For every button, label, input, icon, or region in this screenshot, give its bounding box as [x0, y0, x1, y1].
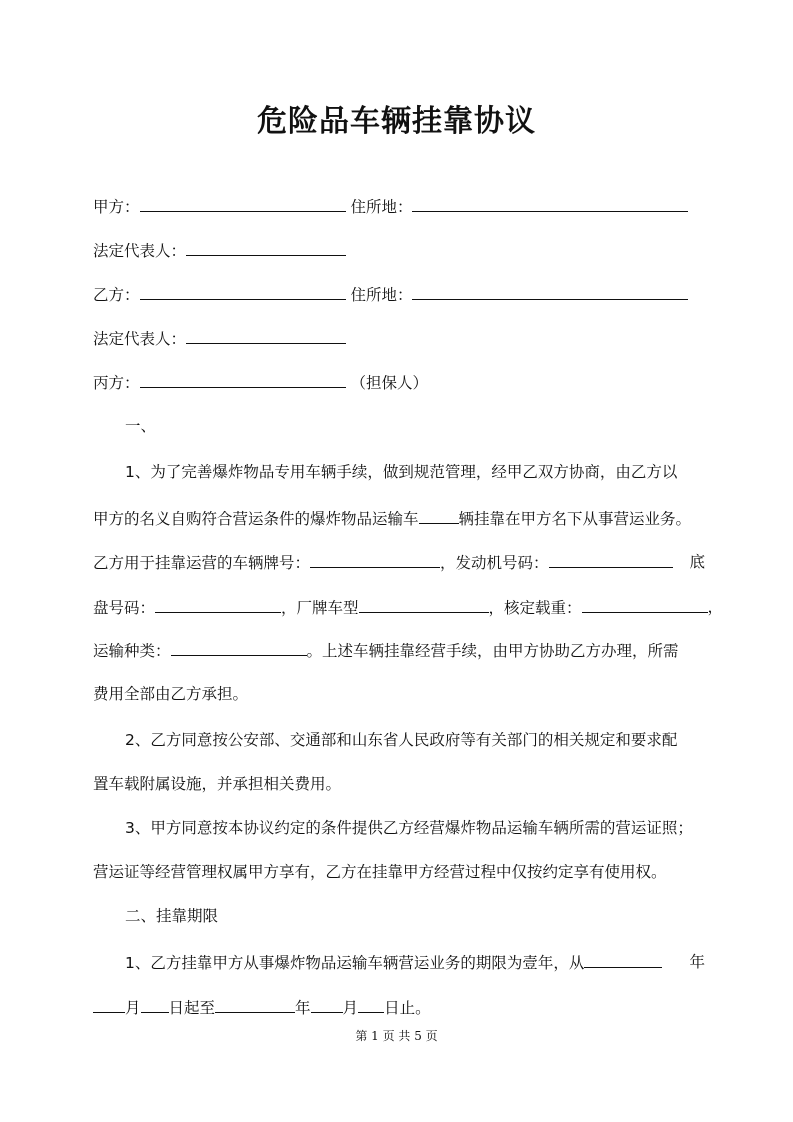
- party-a-rep-label: 法定代表人：: [93, 242, 187, 260]
- party-a-address-blank: [412, 196, 688, 212]
- term-line-1a: 1、乙方挂靠甲方从事爆炸物品运输车辆营运业务的期限为壹年，从: [125, 954, 585, 972]
- clause-1-line-6: 费用全部由乙方承担。: [93, 685, 249, 703]
- end-day-blank: [358, 997, 384, 1013]
- clause-1-line-5: [93, 640, 705, 661]
- party-b-rep-blank: [186, 328, 346, 344]
- party-c-row: [93, 372, 705, 393]
- transport-label: 运输种类：: [93, 642, 171, 660]
- clause-1-line-5b: 。上述车辆挂靠经营手续，由甲方协助乙方办理，所需: [306, 642, 679, 660]
- party-b-address-label: 住所地：: [350, 286, 413, 304]
- clause-2-line-1: 2、乙方同意按公安部、交通部和山东省人民政府等有关部门的相关规定和要求配: [125, 731, 678, 749]
- vehicle-count-blank: [419, 508, 459, 524]
- clause-1-line-2b: 辆挂靠在甲方名下从事营运业务。: [458, 510, 692, 528]
- party-a-rep-row: [93, 240, 705, 261]
- term-line-2: [93, 997, 705, 1018]
- party-c-blank: [140, 372, 346, 388]
- party-b-row: [93, 284, 705, 305]
- start-month-label: 月: [125, 999, 141, 1017]
- party-a-rep-blank: [186, 240, 346, 256]
- load-label: ，核定载重：: [488, 599, 582, 617]
- end-year-blank: [215, 997, 295, 1013]
- party-a-address-label: 住所地：: [350, 198, 413, 216]
- start-year-label: 年: [689, 953, 705, 971]
- party-b-rep-label: 法定代表人：: [93, 330, 187, 348]
- plate-label: 乙方用于挂靠运营的车辆牌号：: [93, 554, 311, 572]
- term-line-1: [125, 952, 705, 973]
- start-month-blank: [93, 997, 125, 1013]
- start-day-blank: [141, 997, 169, 1013]
- page-number-footer: 第 1 页 共 5 页: [355, 1029, 438, 1043]
- plate-blank: [310, 552, 440, 568]
- clause-1-line-4: [93, 597, 724, 618]
- clause-1-line-3: [93, 552, 705, 573]
- party-b-address-blank: [412, 284, 688, 300]
- engine-label: ，发动机号码：: [440, 554, 549, 572]
- party-a-label: 甲方：: [93, 198, 140, 216]
- load-end: ，: [707, 598, 724, 616]
- clause-1-line-2a: 甲方的名义自购符合营运条件的爆炸物品运输车: [93, 510, 419, 528]
- end-month-label: 月: [342, 999, 359, 1017]
- section-1-heading: 一、: [125, 417, 157, 435]
- engine-blank: [549, 552, 673, 568]
- start-year-blank: [584, 952, 662, 968]
- clause-3-line-1: 3、甲方同意按本协议约定的条件提供乙方经营爆炸物品运输车辆所需的营运证照；: [125, 819, 693, 837]
- start-day-label: 日起至: [168, 999, 216, 1017]
- party-a-blank: [140, 196, 346, 212]
- end-year-label: 年: [295, 999, 311, 1017]
- party-b-label: 乙方：: [93, 286, 140, 304]
- party-b-rep-row: [93, 328, 705, 349]
- party-c-label: 丙方：: [93, 374, 140, 392]
- model-label: ，厂牌车型: [281, 599, 359, 617]
- guarantor-note: （担保人）: [350, 374, 428, 392]
- load-blank: [582, 597, 708, 613]
- section-2-heading: 二、挂靠期限: [125, 907, 219, 925]
- document-title: 危险品车辆挂靠协议: [257, 104, 536, 139]
- party-a-row: [93, 196, 705, 217]
- chassis-label-a: 底: [689, 553, 705, 571]
- model-blank: [359, 597, 489, 613]
- chassis-label-b: 盘号码：: [93, 599, 156, 617]
- end-day-label: 日止。: [384, 999, 431, 1017]
- transport-blank: [171, 640, 307, 656]
- chassis-blank: [155, 597, 281, 613]
- clause-2-line-2: 置车载附属设施，并承担相关费用。: [93, 775, 342, 793]
- clause-1-line-2: [93, 508, 705, 529]
- end-month-blank: [311, 997, 343, 1013]
- party-b-blank: [140, 284, 346, 300]
- clause-3-line-2: 营运证等经营管理权属甲方享有，乙方在挂靠甲方经营过程中仅按约定享有使用权。: [93, 863, 667, 881]
- clause-1-line-1: 1、为了完善爆炸物品专用车辆手续，做到规范管理，经甲乙双方协商，由乙方以: [125, 463, 678, 481]
